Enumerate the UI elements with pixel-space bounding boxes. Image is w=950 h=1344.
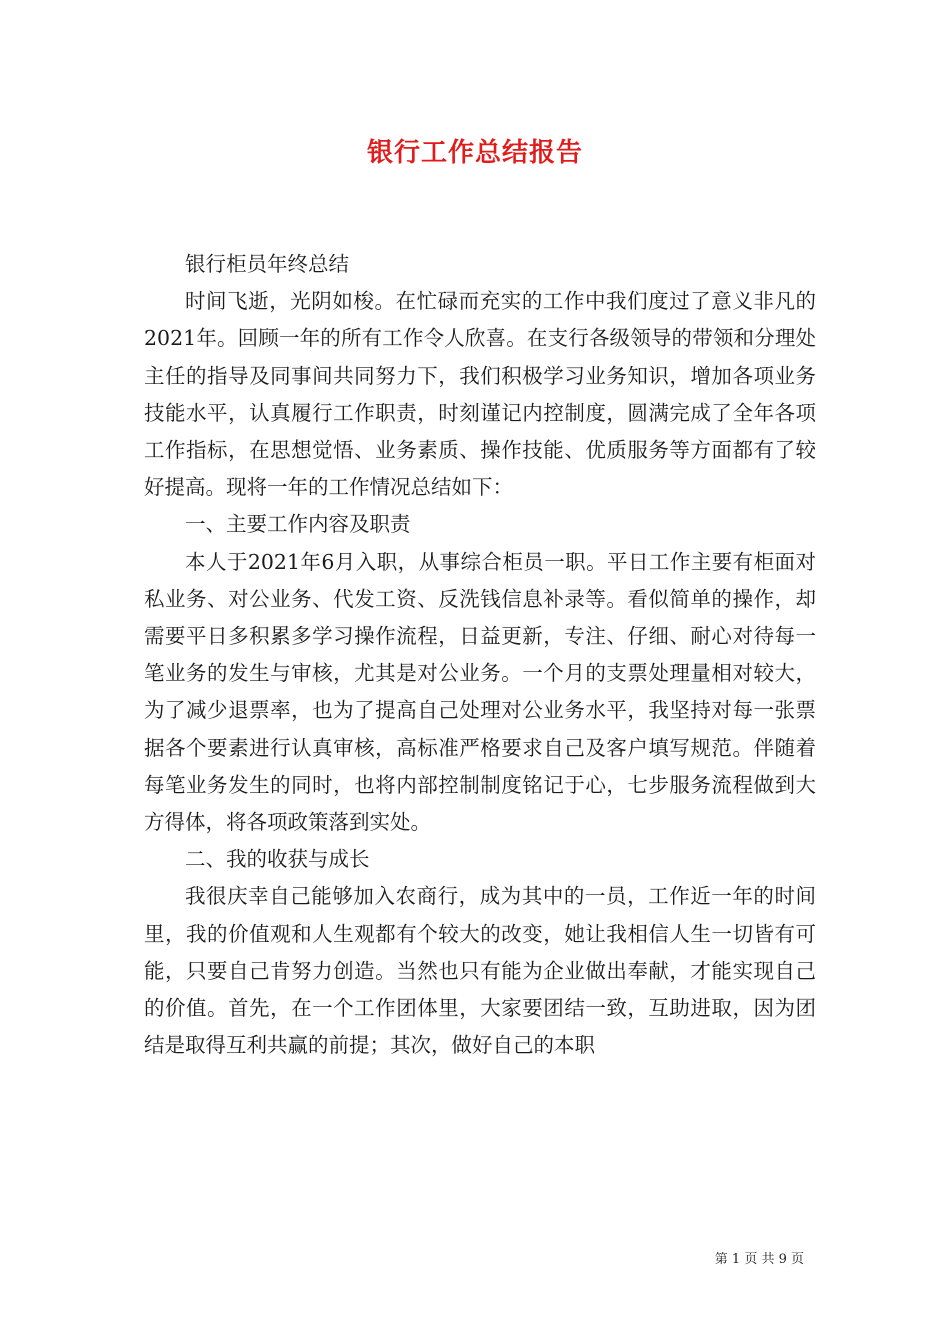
section-2-paragraph: 我很庆幸自己能够加入农商行，成为其中的一员，工作近一年的时间里，我的价值观和人生观都有个较大的改变，她让我相信人生一切皆有可能，只要自己肯努力创造。当然也只有能为企业做出奉献，才能实现自己的价值。首先，在一个工作团体里，大家要团结一致，互助进取，因为团结是取得互利共赢的前提；其次，做好自己的本职 <box>144 884 816 1058</box>
subtitle-paragraph: 银行柜员年终总结 <box>185 252 349 276</box>
section-1-paragraph: 本人于2021年6月入职，从事综合柜员一职。平日工作主要有柜面对私业务、对公业务、代发工资、反洗钱信息补录等。看似简单的操作，却需要平日多积累多学习操作流程，日益更新，专注、仔细、耐心对待每一笔业务的发生与审核，尤其是对公业务。一个月的支票处理量相对较大，为了减少退票率，也为了提高自己处理对公业务水平，我坚持对每一张票据各个要素进行认真审核，高标准严格要求自己及客户填写规范。伴随着每笔业务发生的同时，也将内部控制制度铭记于心，七步服务流程做到大方得体，将各项政策落到实处。 <box>144 549 816 835</box>
document-body <box>144 246 816 1064</box>
page-number-footer: 第 1 页 共 9 页 <box>714 1252 804 1267</box>
intro-paragraph: 时间飞逝，光阴如梭。在忙碌而充实的工作中我们度过了意义非凡的2021年。回顾一年的所有工作令人欣喜。在支行各级领导的带领和分理处主任的指导及同事间共同努力下，我们积极学习业务知识，增加各项业务技能水平，认真履行工作职责，时刻谨记内控制度，圆满完成了全年各项工作指标，在思想觉悟、业务素质、操作技能、优质服务等方面都有了较好提高。现将一年的工作情况总结如下： <box>144 289 816 500</box>
section-heading-2: 二、我的收获与成长 <box>185 847 370 872</box>
document-title: 银行工作总结报告 <box>366 138 583 168</box>
section-heading-1: 一、主要工作内容及职责 <box>185 512 411 537</box>
